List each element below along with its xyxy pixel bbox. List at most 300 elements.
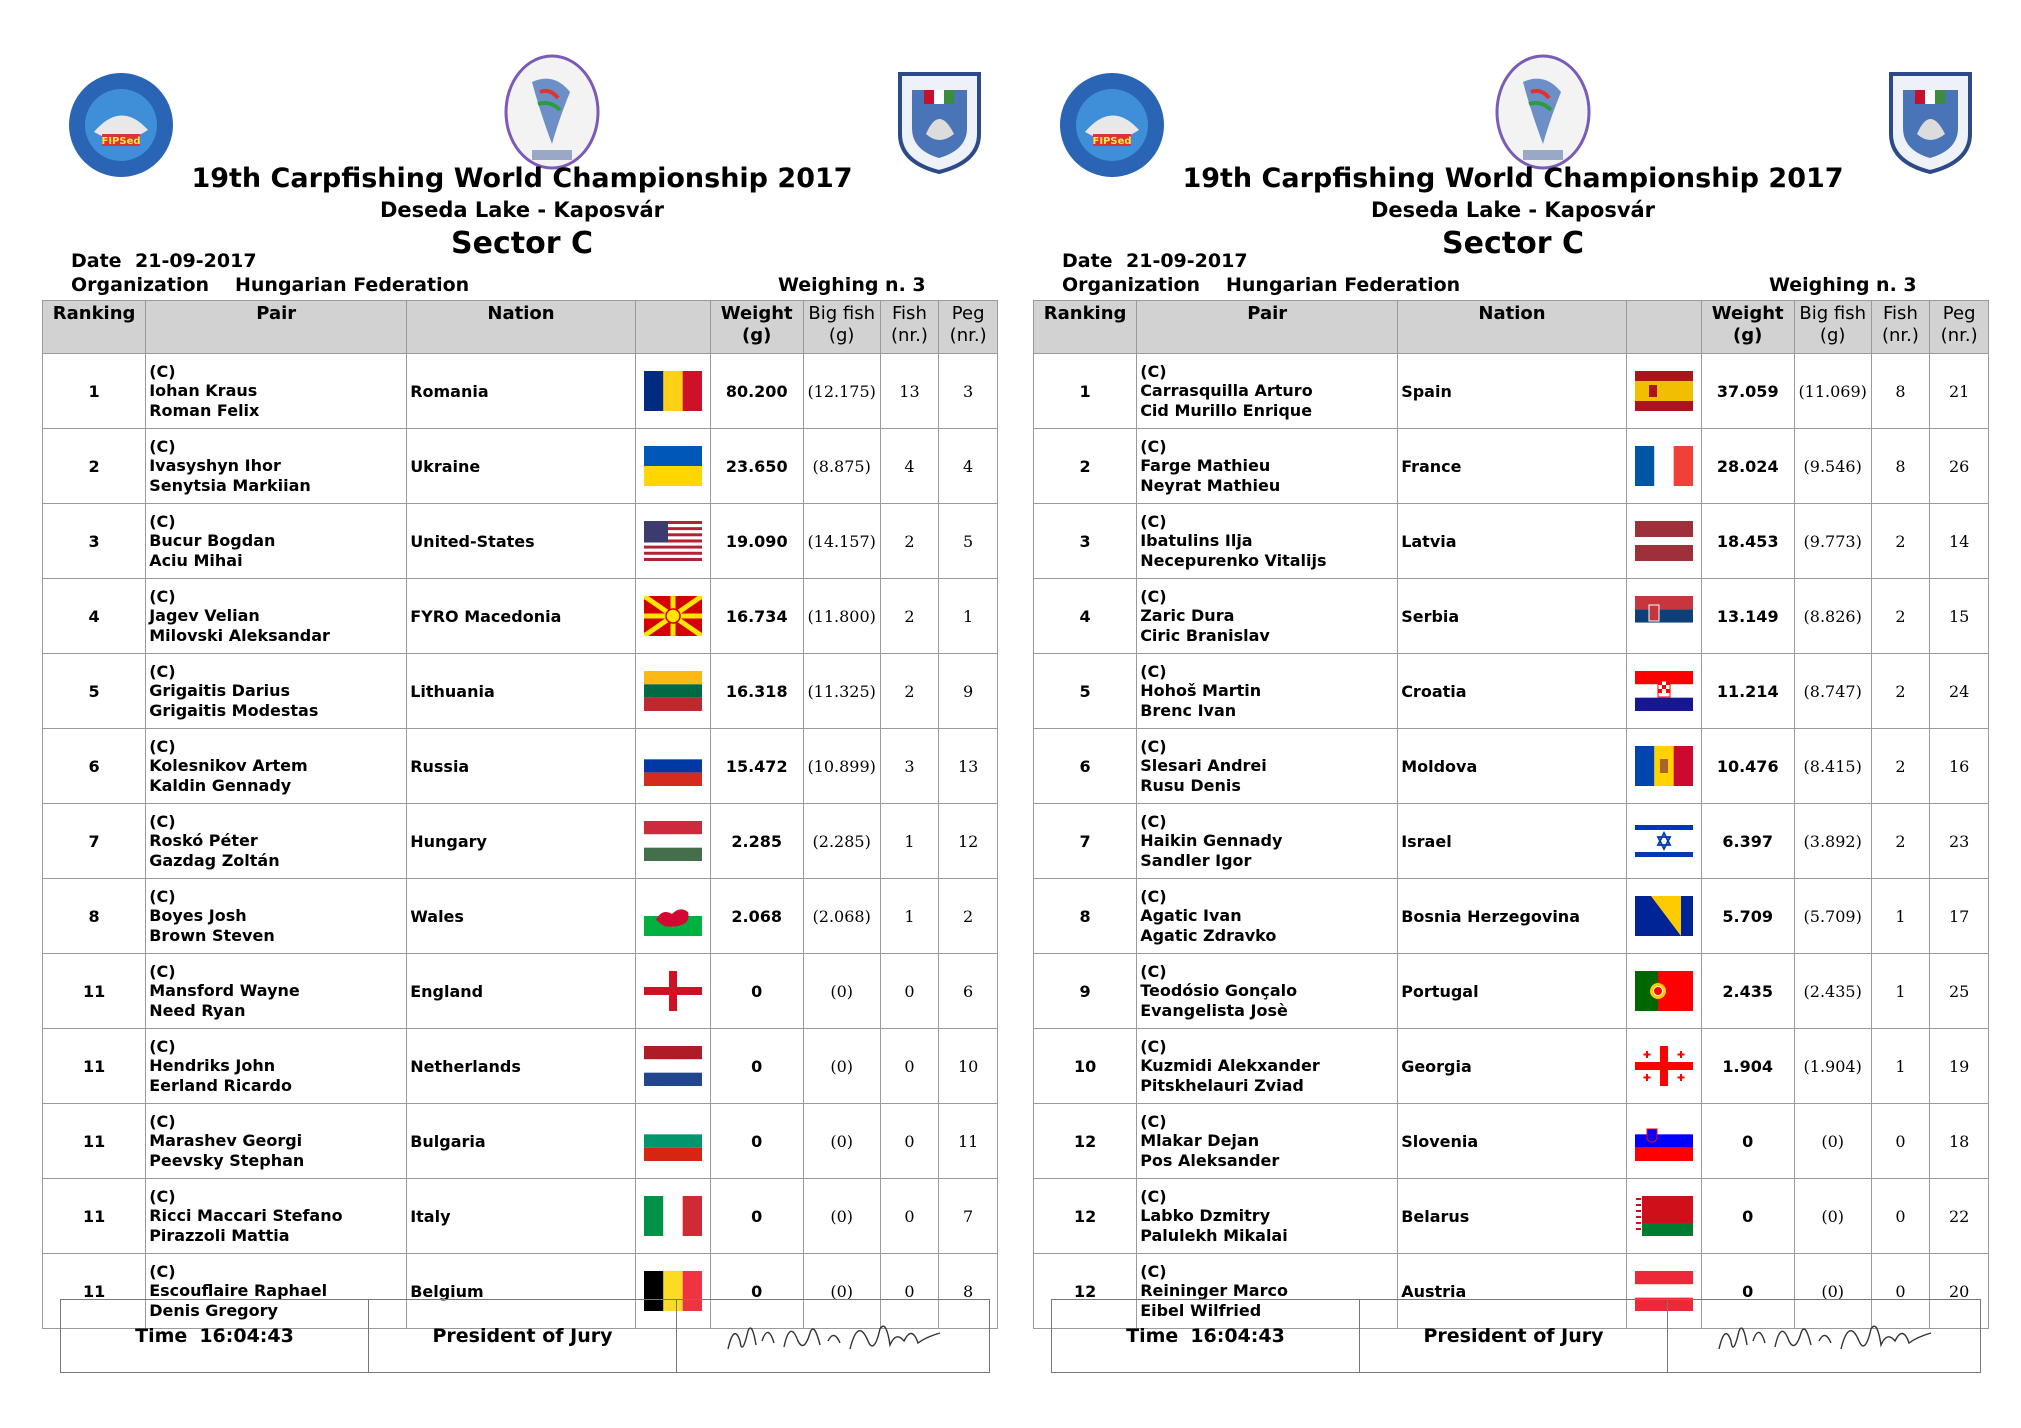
header-fish: Fish (nr.) <box>1871 301 1930 354</box>
pair-member-1: Zaric Dura <box>1140 606 1235 626</box>
pair-member-1: Escouflaire Raphael <box>149 1281 328 1301</box>
pair-member-2: Brown Steven <box>149 925 275 945</box>
weight-cell: 0 <box>1701 1104 1794 1179</box>
header-peg: Peg (nr.) <box>939 301 998 354</box>
rank-cell: 7 <box>43 804 146 879</box>
nation-cell: Ukraine <box>407 429 636 504</box>
pair-member-2: Gazdag Zoltán <box>149 850 280 870</box>
latvia-flag-icon <box>1635 521 1693 561</box>
weight-cell: 0 <box>710 1179 803 1254</box>
peg-cell: 26 <box>1930 429 1989 504</box>
weighing-number: Weighing n. 3 <box>778 274 926 296</box>
pair-member-2: Roman Felix <box>149 400 260 420</box>
pair-member-2: Brenc Ivan <box>1140 700 1237 720</box>
captain-mark: (C) <box>1140 586 1167 606</box>
table-row <box>1034 1029 1989 1104</box>
fipsed-logo-text: FIPSed <box>101 136 141 147</box>
peg-cell: 10 <box>939 1029 998 1104</box>
table-row <box>1034 354 1989 429</box>
peg-cell: 4 <box>939 429 998 504</box>
rank-cell: 11 <box>43 1254 146 1329</box>
big-fish-cell: (2.435) <box>1794 954 1871 1029</box>
flag-cell <box>1626 954 1701 1029</box>
lithuania-flag-icon <box>644 671 702 711</box>
weight-cell: 0 <box>710 1029 803 1104</box>
captain-mark: (C) <box>1140 1186 1167 1206</box>
table-row <box>43 729 998 804</box>
big-fish-cell: (11.800) <box>803 579 880 654</box>
time-value: 16:04:43 <box>1190 1325 1285 1347</box>
rank-cell: 12 <box>1034 1104 1137 1179</box>
weight-cell: 37.059 <box>1701 354 1794 429</box>
pair-cell <box>1137 1029 1398 1104</box>
peg-cell: 6 <box>939 954 998 1029</box>
date-label: Date <box>1062 250 1113 272</box>
date-value: 21-09-2017 <box>135 250 257 272</box>
header-ranking: Ranking <box>43 301 146 354</box>
captain-mark: (C) <box>149 811 176 831</box>
pair-member-2: Eerland Ricardo <box>149 1075 292 1095</box>
header-pair: Pair <box>1137 301 1398 354</box>
fish-count-cell: 8 <box>1871 429 1930 504</box>
table-row <box>1034 954 1989 1029</box>
fish-count-cell: 1 <box>880 879 939 954</box>
fish-count-cell: 8 <box>1871 354 1930 429</box>
weight-cell: 15.472 <box>710 729 803 804</box>
header-ranking: Ranking <box>1034 301 1137 354</box>
time-label: Time <box>1126 1325 1179 1347</box>
rank-cell: 3 <box>43 504 146 579</box>
pair-cell <box>146 504 407 579</box>
page-title: 19th Carpfishing World Championship 2017 <box>1182 163 1844 194</box>
pair-cell <box>1137 354 1398 429</box>
pair-cell <box>1137 1179 1398 1254</box>
flag-cell <box>1626 804 1701 879</box>
header-flag <box>1626 301 1701 354</box>
big-fish-cell: (3.892) <box>1794 804 1871 879</box>
fish-count-cell: 4 <box>880 429 939 504</box>
rank-cell: 8 <box>1034 879 1137 954</box>
big-fish-cell: (8.415) <box>1794 729 1871 804</box>
pair-member-2: Sandler Igor <box>1140 850 1252 870</box>
flag-cell <box>635 354 710 429</box>
pair-member-1: Ibatulins Ilja <box>1140 531 1253 551</box>
flag-cell <box>1626 504 1701 579</box>
flag-cell <box>635 804 710 879</box>
weight-cell: 6.397 <box>1701 804 1794 879</box>
flag-cell <box>1626 579 1701 654</box>
table-row <box>1034 729 1989 804</box>
pair-member-2: Neyrat Mathieu <box>1140 475 1281 495</box>
pair-member-2: Milovski Aleksandar <box>149 625 330 645</box>
championship-logo <box>1483 52 1603 177</box>
president-of-jury-label: President of Jury <box>1360 1300 1668 1372</box>
weight-cell: 16.734 <box>710 579 803 654</box>
pair-cell <box>1137 804 1398 879</box>
table-row <box>43 1029 998 1104</box>
flag-cell <box>635 879 710 954</box>
serbia-flag-icon <box>1635 596 1693 636</box>
nation-cell: Serbia <box>1398 579 1627 654</box>
pair-member-2: Agatic Zdravko <box>1140 925 1277 945</box>
time-cell <box>61 1300 369 1372</box>
pair-member-1: Slesari Andrei <box>1140 756 1267 776</box>
big-fish-cell: (0) <box>803 1179 880 1254</box>
captain-mark: (C) <box>149 961 176 981</box>
israel-flag-icon <box>1635 821 1693 861</box>
weight-cell: 0 <box>1701 1254 1794 1329</box>
table-row <box>43 579 998 654</box>
peg-cell: 7 <box>939 1179 998 1254</box>
peg-cell: 3 <box>939 354 998 429</box>
russia-flag-icon <box>644 746 702 786</box>
header-weight: Weight (g) <box>710 301 803 354</box>
pair-cell <box>146 1029 407 1104</box>
big-fish-cell: (0) <box>1794 1254 1871 1329</box>
signature-cell <box>1668 1300 1980 1372</box>
sector-heading: Sector C <box>1442 226 1584 261</box>
pair-cell <box>146 729 407 804</box>
romania-flag-icon <box>644 371 702 411</box>
nation-cell: Bulgaria <box>407 1104 636 1179</box>
nation-cell: Lithuania <box>407 654 636 729</box>
nation-cell: Bosnia Herzegovina <box>1398 879 1627 954</box>
rank-cell: 5 <box>43 654 146 729</box>
big-fish-cell: (8.747) <box>1794 654 1871 729</box>
captain-mark: (C) <box>149 1036 176 1056</box>
organization-label: Organization <box>1062 274 1201 296</box>
rank-cell: 11 <box>43 1179 146 1254</box>
nation-cell: Moldova <box>1398 729 1627 804</box>
nation-cell: Croatia <box>1398 654 1627 729</box>
captain-mark: (C) <box>1140 886 1167 906</box>
rank-cell: 6 <box>43 729 146 804</box>
fish-count-cell: 0 <box>880 1029 939 1104</box>
rank-cell: 4 <box>1034 579 1137 654</box>
president-signature <box>1709 1311 1939 1361</box>
big-fish-cell: (0) <box>803 1029 880 1104</box>
weight-cell: 2.435 <box>1701 954 1794 1029</box>
weight-cell: 18.453 <box>1701 504 1794 579</box>
weight-cell: 0 <box>710 1104 803 1179</box>
big-fish-cell: (12.175) <box>803 354 880 429</box>
big-fish-cell: (11.069) <box>1794 354 1871 429</box>
pair-cell <box>146 879 407 954</box>
fish-count-cell: 1 <box>1871 879 1930 954</box>
flag-cell <box>1626 879 1701 954</box>
pair-member-1: Ricci Maccari Stefano <box>149 1206 343 1226</box>
captain-mark: (C) <box>1140 661 1167 681</box>
fish-count-cell: 13 <box>880 354 939 429</box>
championship-logo <box>492 52 612 177</box>
nation-cell: Latvia <box>1398 504 1627 579</box>
header-logos <box>42 50 1002 180</box>
peg-cell: 2 <box>939 879 998 954</box>
pair-cell <box>146 579 407 654</box>
table-header-row <box>1034 301 1989 354</box>
spain-flag-icon <box>1635 371 1693 411</box>
big-fish-cell: (0) <box>803 1254 880 1329</box>
peg-cell: 11 <box>939 1104 998 1179</box>
table-row <box>43 504 998 579</box>
rank-cell: 2 <box>1034 429 1137 504</box>
header-logos <box>1033 50 1993 180</box>
pair-member-2: Grigaitis Modestas <box>149 700 319 720</box>
mohosz-logo <box>892 64 987 174</box>
president-signature <box>718 1311 948 1361</box>
rank-cell: 11 <box>43 1029 146 1104</box>
france-flag-icon <box>1635 446 1693 486</box>
nation-cell: Belgium <box>407 1254 636 1329</box>
weight-cell: 0 <box>710 1254 803 1329</box>
pair-cell <box>1137 654 1398 729</box>
flag-cell <box>1626 1104 1701 1179</box>
pair-member-2: Kaldin Gennady <box>149 775 292 795</box>
big-fish-cell: (14.157) <box>803 504 880 579</box>
flag-cell <box>635 954 710 1029</box>
pair-cell <box>146 954 407 1029</box>
pair-cell <box>146 429 407 504</box>
mohosz-logo <box>1883 64 1978 174</box>
fish-count-cell: 3 <box>880 729 939 804</box>
rank-cell: 7 <box>1034 804 1137 879</box>
table-row <box>43 954 998 1029</box>
captain-mark: (C) <box>1140 1036 1167 1056</box>
fish-count-cell: 2 <box>880 579 939 654</box>
captain-mark: (C) <box>149 886 176 906</box>
pair-member-1: Kuzmidi Alekxander <box>1140 1056 1320 1076</box>
georgia-flag-icon <box>1635 1046 1693 1086</box>
rank-cell: 11 <box>43 1104 146 1179</box>
bulgaria-flag-icon <box>644 1121 702 1161</box>
rank-cell: 3 <box>1034 504 1137 579</box>
weight-cell: 1.904 <box>1701 1029 1794 1104</box>
bosnia-flag-icon <box>1635 896 1693 936</box>
captain-mark: (C) <box>1140 361 1167 381</box>
pair-cell <box>1137 579 1398 654</box>
rank-cell: 10 <box>1034 1029 1137 1104</box>
table-row <box>1034 429 1989 504</box>
fish-count-cell: 2 <box>1871 804 1930 879</box>
footer-box <box>60 1299 990 1373</box>
fish-count-cell: 0 <box>880 1104 939 1179</box>
results-sheet-left <box>42 0 1002 1428</box>
peg-cell: 14 <box>1930 504 1989 579</box>
signature-cell <box>677 1300 989 1372</box>
rank-cell: 9 <box>1034 954 1137 1029</box>
italy-flag-icon <box>644 1196 702 1236</box>
rank-cell: 1 <box>43 354 146 429</box>
weight-cell: 80.200 <box>710 354 803 429</box>
table-row <box>43 1179 998 1254</box>
sector-heading: Sector C <box>451 226 593 261</box>
venue-subtitle: Deseda Lake - Kaposvár <box>379 198 665 222</box>
captain-mark: (C) <box>1140 961 1167 981</box>
nation-cell: Belarus <box>1398 1179 1627 1254</box>
header-bigfish: Big fish (g) <box>1794 301 1871 354</box>
table-row <box>43 354 998 429</box>
captain-mark: (C) <box>149 1186 176 1206</box>
time-label: Time <box>135 1325 188 1347</box>
big-fish-cell: (11.325) <box>803 654 880 729</box>
header-nation: Nation <box>407 301 636 354</box>
pair-cell <box>1137 729 1398 804</box>
fish-count-cell: 1 <box>880 804 939 879</box>
macedonia-flag-icon <box>644 596 702 636</box>
peg-cell: 18 <box>1930 1104 1989 1179</box>
captain-mark: (C) <box>1140 1111 1167 1131</box>
pair-member-1: Teodósio Gonçalo <box>1140 981 1298 1001</box>
pair-member-1: Kolesnikov Artem <box>149 756 308 776</box>
fish-count-cell: 2 <box>1871 579 1930 654</box>
organization-label: Organization <box>71 274 210 296</box>
nation-cell: Romania <box>407 354 636 429</box>
rank-cell: 6 <box>1034 729 1137 804</box>
captain-mark: (C) <box>1140 511 1167 531</box>
croatia-flag-icon <box>1635 671 1693 711</box>
fish-count-cell: 2 <box>1871 654 1930 729</box>
fipsed-logo-text: FIPSed <box>1092 136 1132 147</box>
captain-mark: (C) <box>1140 811 1167 831</box>
peg-cell: 8 <box>939 1254 998 1329</box>
results-sheet-right <box>1033 0 1993 1428</box>
pair-member-1: Reininger Marco <box>1140 1281 1288 1301</box>
flag-cell <box>635 1029 710 1104</box>
fish-count-cell: 2 <box>1871 729 1930 804</box>
fish-count-cell: 0 <box>1871 1179 1930 1254</box>
pair-member-1: Hohoš Martin <box>1140 681 1262 701</box>
pair-member-2: Rusu Denis <box>1140 775 1241 795</box>
peg-cell: 22 <box>1930 1179 1989 1254</box>
weight-cell: 0 <box>1701 1179 1794 1254</box>
pair-member-1: Mlakar Dejan <box>1140 1131 1260 1151</box>
header-flag <box>635 301 710 354</box>
flag-cell <box>1626 654 1701 729</box>
fish-count-cell: 0 <box>880 1254 939 1329</box>
rank-cell: 8 <box>43 879 146 954</box>
slovenia-flag-icon <box>1635 1121 1693 1161</box>
flag-cell <box>1626 1179 1701 1254</box>
captain-mark: (C) <box>149 736 176 756</box>
time-cell <box>1052 1300 1360 1372</box>
weight-cell: 5.709 <box>1701 879 1794 954</box>
pair-member-1: Labko Dzmitry <box>1140 1206 1271 1226</box>
pair-cell <box>1137 504 1398 579</box>
flag-cell <box>635 429 710 504</box>
pair-member-1: Ivasyshyn Ihor <box>149 456 281 476</box>
pair-member-2: Evangelista Josè <box>1140 1000 1288 1020</box>
pair-member-2: Palulekh Mikalai <box>1140 1225 1288 1245</box>
pair-cell <box>146 1179 407 1254</box>
pair-member-1: Jagev Velian <box>149 606 260 626</box>
big-fish-cell: (0) <box>803 1104 880 1179</box>
pair-member-1: Grigaitis Darius <box>149 681 291 701</box>
hungary-flag-icon <box>644 821 702 861</box>
flag-cell <box>635 504 710 579</box>
flag-cell <box>635 729 710 804</box>
nation-cell: Wales <box>407 879 636 954</box>
president-of-jury-label: President of Jury <box>369 1300 677 1372</box>
nation-cell: Netherlands <box>407 1029 636 1104</box>
pair-member-1: Boyes Josh <box>149 906 247 926</box>
big-fish-cell: (0) <box>1794 1179 1871 1254</box>
moldova-flag-icon <box>1635 746 1693 786</box>
pair-cell <box>146 654 407 729</box>
peg-cell: 9 <box>939 654 998 729</box>
weight-cell: 19.090 <box>710 504 803 579</box>
header-nation: Nation <box>1398 301 1627 354</box>
big-fish-cell: (8.875) <box>803 429 880 504</box>
pair-member-2: Eibel Wilfried <box>1140 1300 1262 1320</box>
nation-cell: Slovenia <box>1398 1104 1627 1179</box>
fish-count-cell: 0 <box>880 1179 939 1254</box>
table-row <box>43 879 998 954</box>
pair-member-1: Carrasquilla Arturo <box>1140 381 1313 401</box>
pair-cell <box>1137 429 1398 504</box>
table-row <box>1034 654 1989 729</box>
captain-mark: (C) <box>149 511 176 531</box>
fish-count-cell: 1 <box>1871 954 1930 1029</box>
netherlands-flag-icon <box>644 1046 702 1086</box>
rank-cell: 4 <box>43 579 146 654</box>
results-table <box>42 300 998 1329</box>
nation-cell: Spain <box>1398 354 1627 429</box>
weighing-number: Weighing n. 3 <box>1769 274 1917 296</box>
big-fish-cell: (0) <box>1794 1104 1871 1179</box>
big-fish-cell: (2.068) <box>803 879 880 954</box>
captain-mark: (C) <box>149 1111 176 1131</box>
pair-member-2: Need Ryan <box>149 1000 246 1020</box>
flag-cell <box>635 1104 710 1179</box>
rank-cell: 1 <box>1034 354 1137 429</box>
portugal-flag-icon <box>1635 971 1693 1011</box>
pair-member-2: Cid Murillo Enrique <box>1140 400 1313 420</box>
fish-count-cell: 0 <box>1871 1104 1930 1179</box>
organization-value: Hungarian Federation <box>235 274 470 296</box>
organization-value: Hungarian Federation <box>1226 274 1461 296</box>
pair-cell <box>1137 879 1398 954</box>
fish-count-cell: 2 <box>880 654 939 729</box>
pair-member-1: Marashev Georgi <box>149 1131 303 1151</box>
captain-mark: (C) <box>149 1261 176 1281</box>
footer-box <box>1051 1299 1981 1373</box>
nation-cell: FYRO Macedonia <box>407 579 636 654</box>
big-fish-cell: (0) <box>803 954 880 1029</box>
peg-cell: 20 <box>1930 1254 1989 1329</box>
pair-cell <box>146 1104 407 1179</box>
peg-cell: 23 <box>1930 804 1989 879</box>
pair-member-1: Bucur Bogdan <box>149 531 276 551</box>
peg-cell: 24 <box>1930 654 1989 729</box>
peg-cell: 13 <box>939 729 998 804</box>
results-body-right <box>1034 354 1989 1329</box>
table-row <box>43 804 998 879</box>
fish-count-cell: 2 <box>880 504 939 579</box>
captain-mark: (C) <box>149 661 176 681</box>
rank-cell: 12 <box>1034 1254 1137 1329</box>
table-row <box>1034 1104 1989 1179</box>
table-row <box>1034 879 1989 954</box>
header-weight: Weight (g) <box>1701 301 1794 354</box>
nation-cell: Georgia <box>1398 1029 1627 1104</box>
peg-cell: 21 <box>1930 354 1989 429</box>
nation-cell: England <box>407 954 636 1029</box>
pair-member-2: Senytsia Markiian <box>149 475 311 495</box>
flag-cell <box>1626 429 1701 504</box>
rank-cell: 5 <box>1034 654 1137 729</box>
date-value: 21-09-2017 <box>1126 250 1248 272</box>
weight-cell: 0 <box>710 954 803 1029</box>
